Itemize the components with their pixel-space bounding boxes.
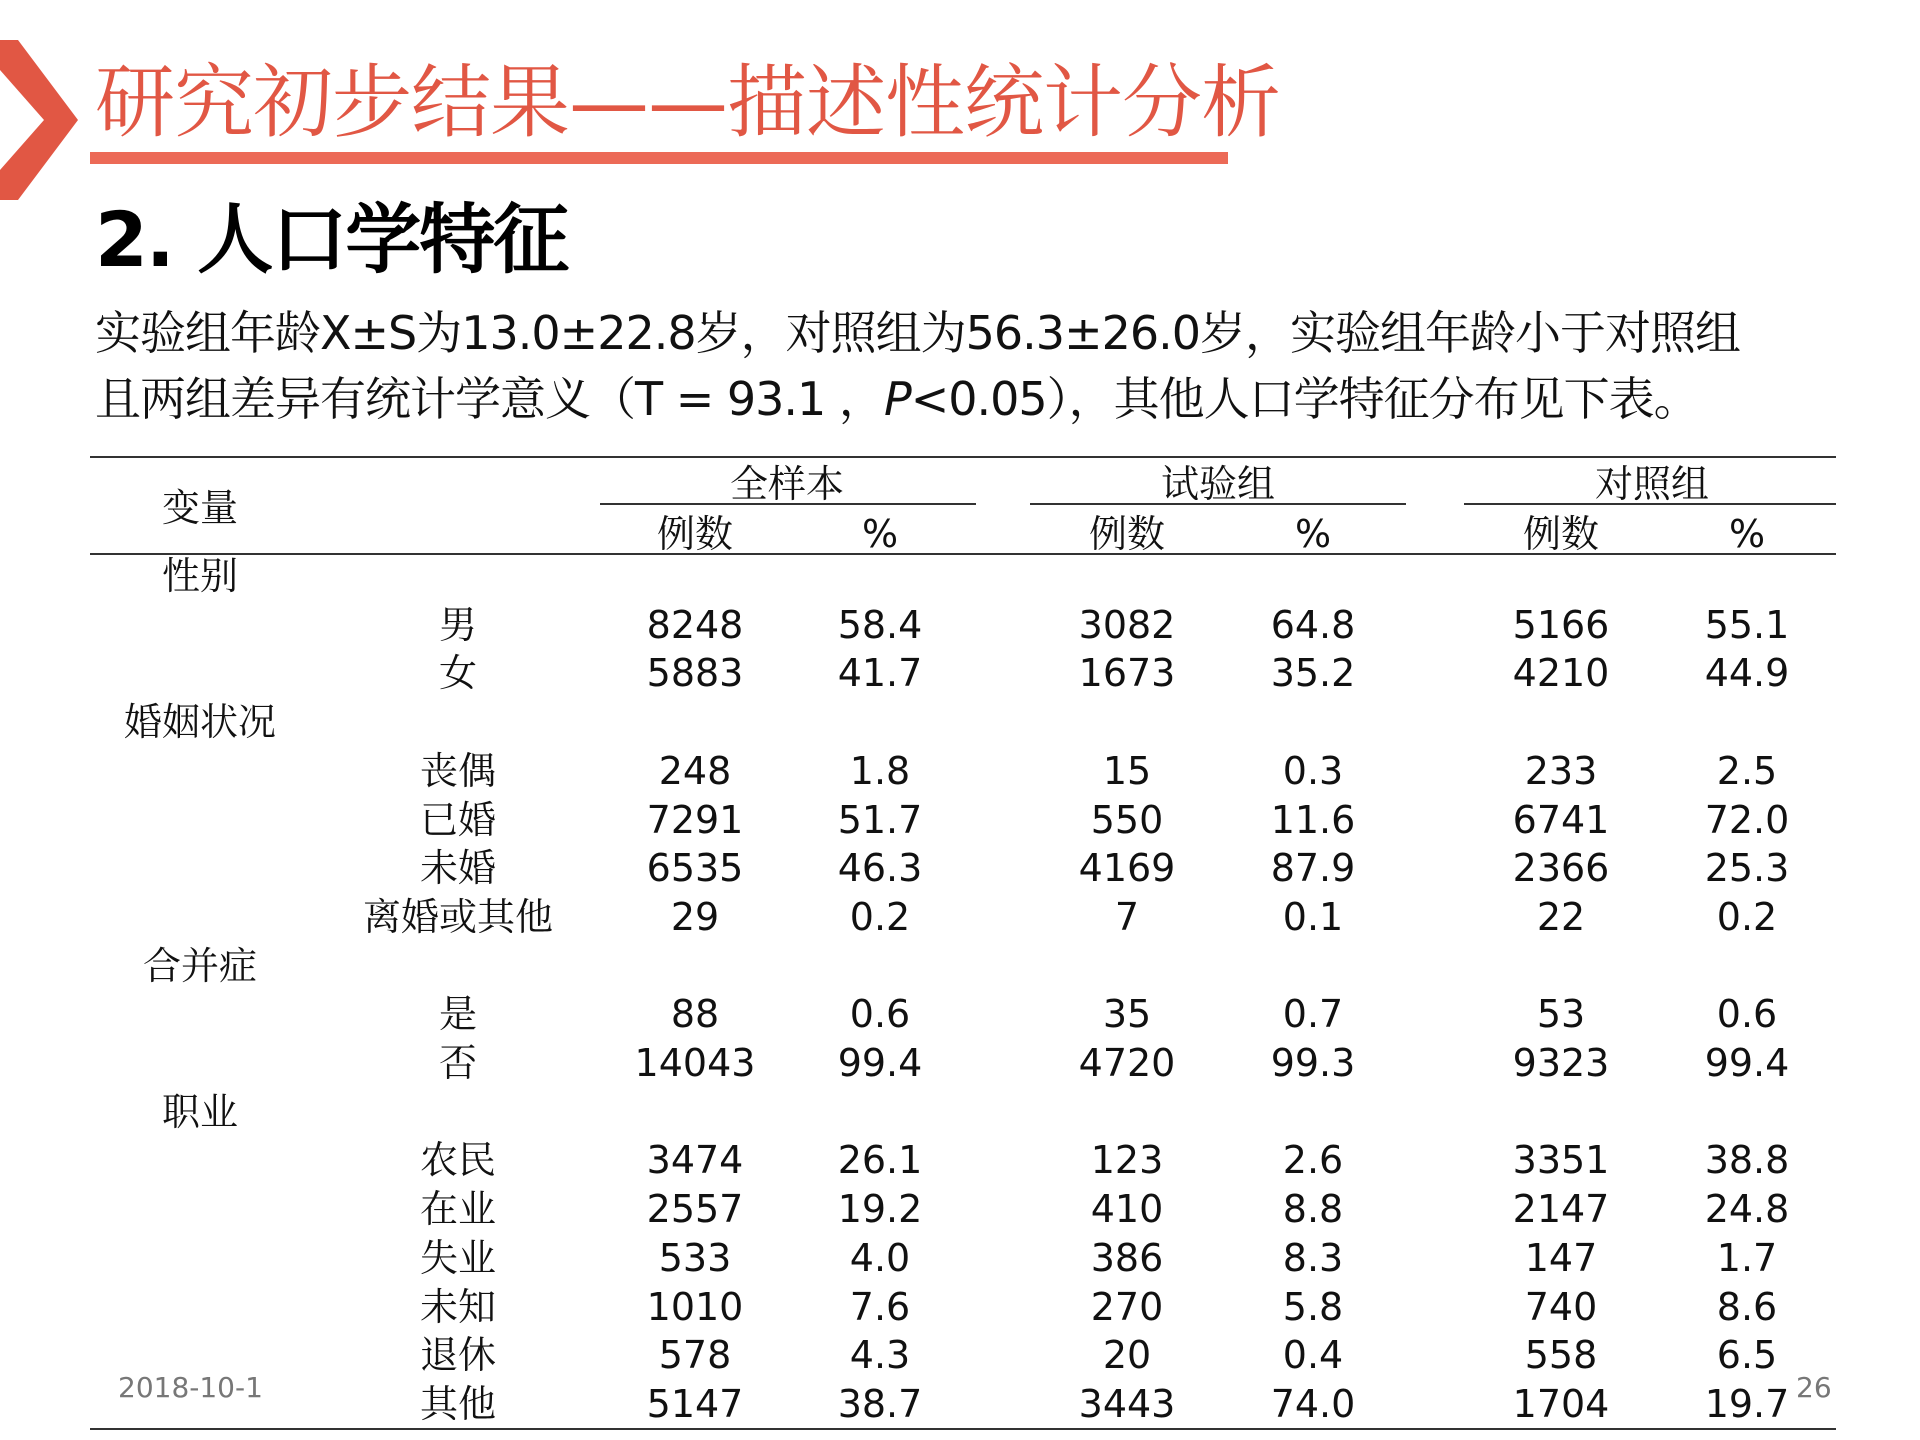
table-cell: 2147 <box>1512 1187 1610 1232</box>
table-cell: 147 <box>1524 1235 1598 1280</box>
table-cell: 1010 <box>646 1284 744 1329</box>
row-label: 是 <box>438 992 477 1037</box>
table-cell: 15 <box>1102 748 1152 793</box>
table-cell: 64.8 <box>1270 602 1356 647</box>
table-cell: 24.8 <box>1704 1187 1790 1232</box>
table-cell: 72.0 <box>1704 797 1790 842</box>
table-cell: 550 <box>1090 797 1164 842</box>
table-cell: 26.1 <box>837 1138 923 1183</box>
table-cell: 44.9 <box>1704 651 1790 696</box>
table-cell: 7.6 <box>849 1284 911 1329</box>
table-cell: 3351 <box>1512 1138 1610 1183</box>
table-cell: 87.9 <box>1270 846 1356 891</box>
table-cell: 248 <box>658 748 732 793</box>
table-cell: 35 <box>1102 992 1152 1037</box>
variable-header: 变量 <box>161 486 238 530</box>
table-cell: 6.5 <box>1716 1333 1778 1378</box>
table-cell: 2.6 <box>1282 1138 1344 1183</box>
percent-column-header: % <box>1728 512 1766 556</box>
table-cell: 74.0 <box>1270 1381 1356 1426</box>
table-cell: 7291 <box>646 797 744 842</box>
table-cell: 99.4 <box>837 1041 923 1085</box>
table-cell: 3474 <box>646 1138 744 1183</box>
table-cell: 5147 <box>646 1381 744 1426</box>
row-label: 未婚 <box>419 846 496 891</box>
percent-column-header: % <box>1294 512 1332 556</box>
table-cell: 25.3 <box>1704 846 1790 891</box>
table-cell: 0.4 <box>1282 1333 1344 1378</box>
table-cell: 51.7 <box>837 797 923 842</box>
table-cell: 6535 <box>646 846 744 891</box>
row-label: 女 <box>438 651 477 696</box>
table-cell: 2.5 <box>1716 748 1778 793</box>
row-label: 否 <box>438 1041 477 1085</box>
table-cell: 558 <box>1524 1333 1598 1378</box>
table-cell: 1673 <box>1078 651 1176 696</box>
summary-line-1: 实验组年龄X±S为13.0±22.8岁，对照组为56.3±26.0岁，实验组年龄小于对照组 <box>95 306 1741 360</box>
table-cell: 22 <box>1536 894 1586 939</box>
table-cell: 0.6 <box>849 992 911 1037</box>
section-label: 合并症 <box>142 943 257 988</box>
row-label: 丧偶 <box>419 748 496 793</box>
percent-column-header: % <box>861 512 899 556</box>
table-cell: 99.3 <box>1270 1041 1356 1085</box>
table-top-rule <box>90 456 1836 458</box>
section-label: 职业 <box>161 1089 238 1134</box>
table-cell: 270 <box>1090 1284 1164 1329</box>
table-cell: 4.3 <box>849 1333 911 1378</box>
table-cell: 1704 <box>1512 1381 1610 1426</box>
table-cell: 38.7 <box>837 1381 923 1426</box>
table-cell: 9323 <box>1512 1041 1610 1085</box>
table-bottom-rule <box>90 1428 1836 1430</box>
table-cell: 88 <box>670 992 720 1037</box>
table-cell: 46.3 <box>837 846 923 891</box>
slide-page-number: 26 <box>1796 1371 1832 1404</box>
table-cell: 5.8 <box>1282 1284 1344 1329</box>
table-cell: 55.1 <box>1704 602 1790 647</box>
section-label: 婚姻状况 <box>123 700 276 745</box>
title-underline <box>90 152 1228 164</box>
p-symbol: P <box>883 372 911 426</box>
table-cell: 20 <box>1102 1333 1152 1378</box>
summary-line-2-end: <0.05），其他人口学特征分布见下表。 <box>910 372 1699 426</box>
row-label: 农民 <box>419 1138 496 1183</box>
table-cell: 8.8 <box>1282 1187 1344 1232</box>
slide-title: 研究初步结果——描述性统计分析 <box>95 56 1280 149</box>
group-header: 试验组 <box>1160 462 1275 506</box>
group-header: 全样本 <box>729 462 844 506</box>
section-heading: 2. 人口学特征 <box>95 195 568 284</box>
table-cell: 4720 <box>1078 1041 1176 1085</box>
row-label: 男 <box>438 602 477 647</box>
count-column-header: 例数 <box>656 512 733 556</box>
row-label: 已婚 <box>419 797 496 842</box>
table-cell: 8.6 <box>1716 1284 1778 1329</box>
table-cell: 1.7 <box>1716 1235 1778 1280</box>
table-cell: 99.4 <box>1704 1041 1790 1085</box>
table-cell: 1.8 <box>849 748 911 793</box>
table-cell: 11.6 <box>1270 797 1356 842</box>
group-header: 对照组 <box>1594 462 1709 506</box>
chevron-right-icon <box>0 40 80 200</box>
row-label: 失业 <box>419 1235 496 1280</box>
summary-line-2 <box>95 366 1835 432</box>
table-cell: 0.1 <box>1282 894 1344 939</box>
table-cell: 0.2 <box>849 894 911 939</box>
count-column-header: 例数 <box>1088 512 1165 556</box>
section-label: 性别 <box>161 554 238 598</box>
table-cell: 53 <box>1536 992 1586 1037</box>
table-cell: 29 <box>670 894 720 939</box>
table-cell: 4210 <box>1512 651 1610 696</box>
table-cell: 19.2 <box>837 1187 923 1232</box>
row-label: 退休 <box>419 1333 496 1378</box>
table-cell: 4.0 <box>849 1235 911 1280</box>
table-cell: 740 <box>1524 1284 1598 1329</box>
table-cell: 0.6 <box>1716 992 1778 1037</box>
summary-paragraph <box>95 300 1835 432</box>
table-cell: 8248 <box>646 602 744 647</box>
table-cell: 35.2 <box>1270 651 1356 696</box>
table-cell: 14043 <box>634 1041 756 1085</box>
table-cell: 41.7 <box>837 651 923 696</box>
table-cell: 0.7 <box>1282 992 1344 1037</box>
table-cell: 2366 <box>1512 846 1610 891</box>
row-label: 未知 <box>419 1284 496 1329</box>
table-cell: 233 <box>1524 748 1598 793</box>
table-cell: 58.4 <box>837 602 923 647</box>
slide-date: 2018-10-1 <box>118 1371 263 1404</box>
table-cell: 19.7 <box>1704 1381 1790 1426</box>
table-cell: 410 <box>1090 1187 1164 1232</box>
table-cell: 38.8 <box>1704 1138 1790 1183</box>
row-label: 离婚或其他 <box>362 894 553 939</box>
count-column-header: 例数 <box>1522 512 1599 556</box>
summary-line-2-start: 且两组差异有统计学意义（T = 93.1 ， <box>95 372 884 426</box>
table-cell: 386 <box>1090 1235 1164 1280</box>
table-cell: 8.3 <box>1282 1235 1344 1280</box>
table-cell: 4169 <box>1078 846 1176 891</box>
table-cell: 533 <box>658 1235 732 1280</box>
table-cell: 3443 <box>1078 1381 1176 1426</box>
table-cell: 5166 <box>1512 602 1610 647</box>
table-cell: 0.2 <box>1716 894 1778 939</box>
row-label: 其他 <box>419 1381 496 1426</box>
table-cell: 2557 <box>646 1187 744 1232</box>
table-cell: 6741 <box>1512 797 1610 842</box>
table-cell: 5883 <box>646 651 744 696</box>
table-cell: 578 <box>658 1333 732 1378</box>
row-label: 在业 <box>419 1187 496 1232</box>
table-cell: 7 <box>1114 894 1140 939</box>
table-cell: 3082 <box>1078 602 1176 647</box>
table-cell: 0.3 <box>1282 748 1344 793</box>
table-cell: 123 <box>1090 1138 1164 1183</box>
